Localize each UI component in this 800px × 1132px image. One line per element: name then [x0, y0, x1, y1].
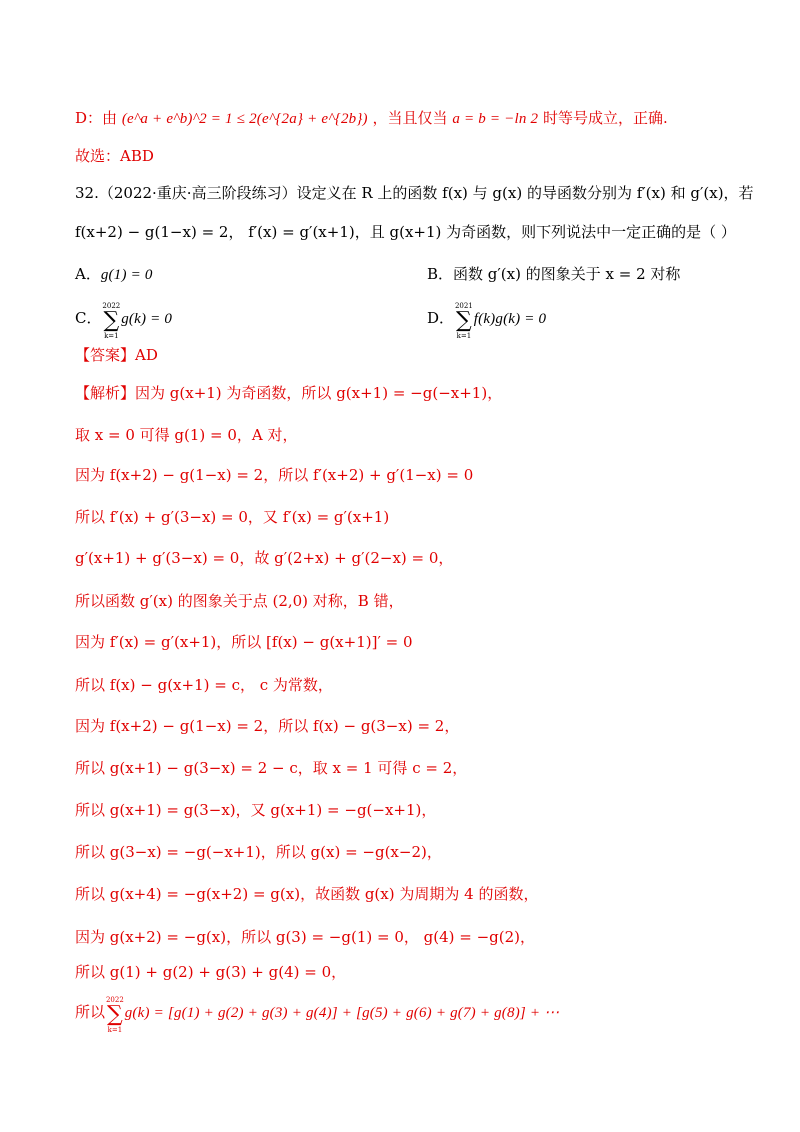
analysis-line-14: 因为 g(x+2) = −g(x)，所以 g(3) = −g(1) = 0， g(4) = −g(2)， — [75, 928, 536, 946]
options-row-cd — [75, 302, 547, 340]
option-a — [75, 265, 153, 283]
option-c-sum-upper: 2022 — [102, 302, 121, 310]
analysis-line-6: 所以函数 g′(x) 的图象关于点 (2,0) 对称，B 错， — [75, 592, 404, 610]
analysis-line-1-text: 因为 g(x+1) 为奇函数，所以 g(x+1) = −g(−x+1)， — [135, 384, 503, 402]
previous-answer-selection: 故选：ABD — [75, 147, 154, 165]
option-d-summation-symbol: ∑ 2021 k=1 — [454, 302, 473, 340]
option-d-sum-lower: k=1 — [456, 332, 472, 340]
option-d-text: f(k)g(k) = 0 — [473, 311, 547, 327]
option-b-label: B． — [427, 265, 454, 283]
analysis-line-11: 所以 g(x+1) = g(3−x)，又 g(x+1) = −g(−x+1)， — [75, 801, 437, 819]
option-d-sum-upper: 2021 — [454, 302, 473, 310]
analysis-sum-lower: k=1 — [107, 1026, 123, 1034]
analysis-line-12: 所以 g(3−x) = −g(−x+1)，所以 g(x) = −g(x−2)， — [75, 843, 442, 861]
analysis-line-15: 所以 g(1) + g(2) + g(3) + g(4) = 0， — [75, 963, 347, 981]
option-d-analysis-line — [75, 108, 668, 129]
option-d-label: D：由 — [75, 109, 118, 127]
option-d-option-label: D． — [427, 309, 455, 327]
analysis-summation-symbol: ∑ 2022 k=1 — [105, 996, 124, 1034]
analysis-last-expression: g(k) = [g(1) + g(2) + g(3) + g(4)] + [g(5) + g(6) + g(7) + g(8)] + ⋯ — [124, 1005, 560, 1021]
option-c-summation-symbol: ∑ 2022 k=1 — [102, 302, 121, 340]
question-32-line-1: 32.（2022·重庆·高三阶段练习）设定义在 R 上的函数 f(x) 与 g(x) 的导函数分别为 f′(x) 和 g′(x)，若 — [75, 184, 754, 202]
option-b — [427, 264, 680, 284]
option-d-inequality: (e^a + e^b)^2 = 1 ≤ 2(e^{2a} + e^{2b}) — [121, 111, 368, 127]
analysis-line-8: 所以 f(x) − g(x+1) = c， c 为常数， — [75, 676, 333, 694]
options-row-ab — [75, 264, 681, 285]
analysis-line-9: 因为 f(x+2) − g(1−x) = 2，所以 f(x) − g(3−x) = 2， — [75, 717, 460, 735]
option-c-label: C． — [75, 309, 102, 327]
analysis-line-5: g′(x+1) + g′(3−x) = 0，故 g′(2+x) + g′(2−x) = 0， — [75, 549, 454, 567]
option-a-text: g(1) = 0 — [100, 267, 153, 283]
option-d-equality-condition: a = b = −ln 2 — [452, 111, 539, 127]
option-a-label: A． — [75, 265, 101, 283]
analysis-line-16 — [75, 996, 560, 1034]
option-d-condition-text: ，当且仅当 — [372, 109, 448, 127]
analysis-line-13: 所以 g(x+4) = −g(x+2) = g(x)，故函数 g(x) 为周期为 4 的函数， — [75, 885, 539, 903]
option-c-sum-lower: k=1 — [104, 332, 119, 340]
analysis-sum-upper: 2022 — [105, 996, 124, 1004]
analysis-line-10: 所以 g(x+1) − g(3−x) = 2 − c，取 x = 1 可得 c = 2， — [75, 759, 468, 777]
option-c-text: g(k) = 0 — [121, 311, 173, 327]
option-b-text: 函数 g′(x) 的图象关于 x = 2 对称 — [453, 265, 681, 283]
analysis-line-4: 所以 f′(x) + g′(3−x) = 0，又 f′(x) = g′(x+1) — [75, 508, 390, 526]
option-c — [75, 302, 173, 340]
option-d-conclusion: 时等号成立，正确. — [543, 109, 668, 127]
answer-line: 【答案】AD — [75, 346, 158, 364]
option-d — [427, 302, 547, 340]
analysis-tag: 【解析】 — [75, 384, 136, 402]
analysis-line-7: 因为 f′(x) = g′(x+1)，所以 [f(x) − g(x+1)]′ = 0 — [75, 633, 413, 651]
analysis-line-1 — [75, 383, 502, 403]
analysis-line-2: 取 x = 0 可得 g(1) = 0，A 对， — [75, 426, 298, 444]
question-32-line-2: f(x+2) − g(1−x) = 2， f′(x) = g′(x+1)，且 g(x+1) 为奇函数，则下列说法中一定正确的是（ ） — [75, 223, 736, 241]
analysis-last-prefix: 所以 — [75, 1003, 106, 1021]
analysis-line-3: 因为 f(x+2) − g(1−x) = 2，所以 f′(x+2) + g′(1−x) = 0 — [75, 466, 474, 484]
